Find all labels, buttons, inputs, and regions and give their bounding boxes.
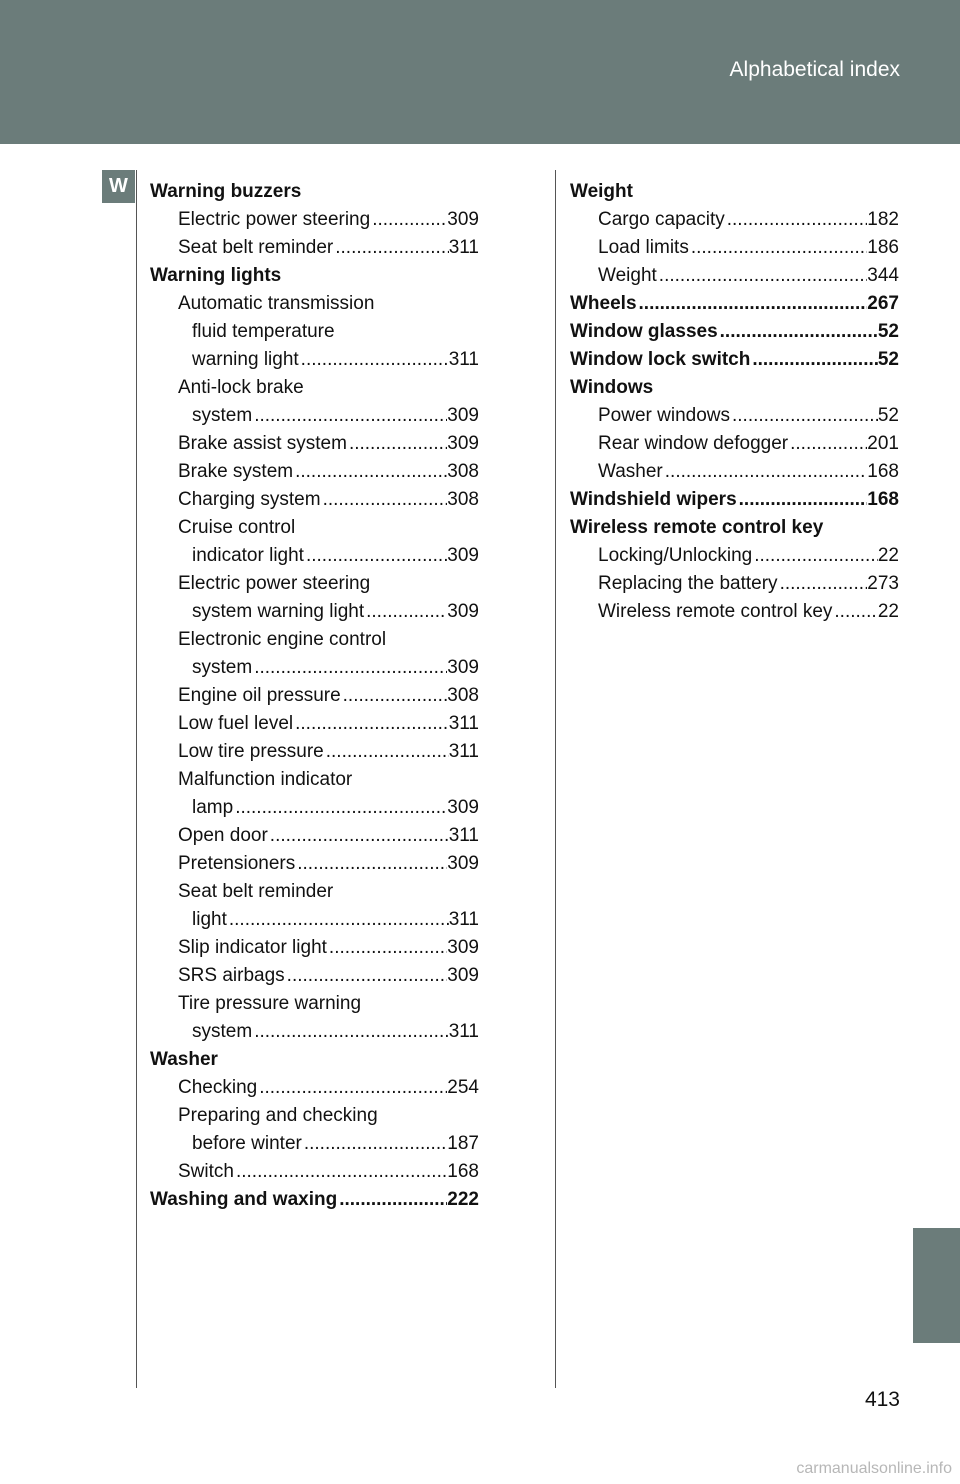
index-entry-term: Anti-lock brake — [178, 377, 304, 398]
index-entry-page: 52 — [877, 321, 899, 342]
index-entry-term: Wireless remote control key — [598, 601, 833, 622]
dot-leader — [252, 402, 447, 430]
index-entry — [150, 934, 479, 962]
dot-leader — [285, 962, 448, 990]
index-entry-page: 309 — [447, 657, 479, 678]
index-entry-term: Washing and waxing — [150, 1189, 338, 1210]
index-entry — [570, 598, 899, 626]
index-entry-page: 168 — [867, 461, 899, 482]
dot-leader — [302, 1130, 447, 1158]
index-entry-term: Weight — [598, 265, 657, 286]
index-entry-term: Window lock switch — [570, 349, 751, 370]
index-entry-term: Cargo capacity — [598, 209, 725, 230]
index-entry-page: 309 — [447, 209, 479, 230]
index-entry-term: Engine oil pressure — [178, 685, 341, 706]
index-entry-term: Washer — [598, 461, 663, 482]
index-entry-page: 309 — [447, 853, 479, 874]
index-entry-term: Switch — [178, 1161, 234, 1182]
index-entry-term: Wireless remote control key — [570, 517, 824, 538]
index-entry — [150, 1046, 479, 1074]
dot-leader — [364, 598, 447, 626]
index-entry-term: Replacing the battery — [598, 573, 778, 594]
index-entry-page: 309 — [447, 937, 479, 958]
index-entry-term: Weight — [570, 181, 633, 202]
index-entry — [150, 1186, 479, 1214]
index-entry-page: 308 — [447, 489, 479, 510]
index-entry-term: Electric power steering — [178, 209, 371, 230]
dot-leader — [299, 346, 449, 374]
index-entry-term: Windows — [570, 377, 654, 398]
index-entry — [570, 430, 899, 458]
dot-leader — [788, 430, 867, 458]
index-entry — [570, 206, 899, 234]
index-entry — [150, 402, 479, 430]
index-entry-page: 186 — [867, 237, 899, 258]
index-entry-page: 308 — [447, 461, 479, 482]
index-entry — [150, 1074, 479, 1102]
index-entry — [150, 906, 479, 934]
index-entry — [570, 374, 899, 402]
index-entry-page: 22 — [877, 545, 899, 566]
index-entry — [570, 542, 899, 570]
header-title: Alphabetical index — [729, 58, 900, 81]
index-entry — [150, 766, 479, 794]
index-entry — [150, 178, 479, 206]
index-entry-term: Cruise control — [178, 517, 296, 538]
index-column-left — [150, 178, 479, 1214]
dot-leader — [252, 1018, 449, 1046]
index-entry — [150, 374, 479, 402]
index-entry-term: Open door — [178, 825, 268, 846]
dot-leader — [321, 486, 448, 514]
index-entry-term: warning light — [192, 349, 299, 370]
index-entry-page: 309 — [447, 797, 479, 818]
index-entry-page: 309 — [447, 433, 479, 454]
index-entry-term: lamp — [192, 797, 234, 818]
index-entry-page: 187 — [447, 1133, 479, 1154]
index-entry — [150, 458, 479, 486]
index-entry — [150, 570, 479, 598]
index-entry — [570, 178, 899, 206]
dot-leader — [730, 402, 878, 430]
index-entry-term: Wheels — [570, 293, 637, 314]
index-entry — [150, 234, 479, 262]
index-entry — [150, 878, 479, 906]
dot-leader — [304, 542, 447, 570]
index-entry-page: 344 — [867, 265, 899, 286]
index-entry-page: 311 — [448, 349, 479, 370]
dot-leader — [832, 598, 877, 626]
index-entry-term: system — [192, 1021, 253, 1042]
dot-leader — [252, 654, 447, 682]
dot-leader — [737, 486, 868, 514]
dot-leader — [341, 682, 448, 710]
dot-leader — [657, 262, 868, 290]
index-entry-term: Low tire pressure — [178, 741, 324, 762]
index-entry-term: Brake system — [178, 461, 294, 482]
index-entry-term: Low fuel level — [178, 713, 294, 734]
index-entry-page: 22 — [877, 601, 899, 622]
chapter-side-tab — [913, 1228, 960, 1343]
index-entry — [150, 290, 479, 318]
index-entry-term: Checking — [178, 1077, 258, 1098]
index-entry-term: Preparing and checking — [178, 1105, 378, 1126]
index-entry — [150, 962, 479, 990]
index-entry-term: Charging system — [178, 489, 321, 510]
dot-leader — [257, 1074, 447, 1102]
index-entry-term: Locking/Unlocking — [598, 545, 753, 566]
dot-leader — [327, 934, 447, 962]
section-letter-tab: W — [102, 170, 135, 203]
dot-leader — [637, 290, 868, 318]
index-entry-page: 168 — [447, 1161, 479, 1182]
index-entry-page: 311 — [448, 237, 479, 258]
index-entry — [150, 738, 479, 766]
index-entry-term: Power windows — [598, 405, 730, 426]
index-entry-term: Seat belt reminder — [178, 881, 334, 902]
index-entry-term: Rear window defogger — [598, 433, 789, 454]
index-entry — [150, 1102, 479, 1130]
index-entry — [150, 682, 479, 710]
index-entry-page: 201 — [867, 433, 899, 454]
index-entry-term: Slip indicator light — [178, 937, 327, 958]
index-entry-term: light — [192, 909, 227, 930]
index-entry-page: 308 — [447, 685, 479, 706]
index-entry — [570, 346, 899, 374]
index-entry — [150, 626, 479, 654]
index-entry — [150, 318, 479, 346]
index-entry-page: 311 — [448, 825, 479, 846]
index-entry-term: system — [192, 405, 253, 426]
index-entry — [150, 850, 479, 878]
index-entry — [570, 458, 899, 486]
index-entry — [570, 262, 899, 290]
dot-leader — [337, 1186, 447, 1214]
index-entry-term: Windshield wipers — [570, 489, 737, 510]
index-entry — [150, 542, 479, 570]
index-entry-term: Malfunction indicator — [178, 769, 353, 790]
center-column-divider — [555, 170, 556, 1388]
index-entry-page: 52 — [877, 405, 899, 426]
index-entry-term: Window glasses — [570, 321, 718, 342]
index-entry — [150, 1018, 479, 1046]
dot-leader — [293, 710, 449, 738]
index-entry — [570, 570, 899, 598]
index-entry-page: 273 — [867, 573, 899, 594]
index-entry — [150, 794, 479, 822]
index-entry-term: system warning light — [192, 601, 365, 622]
index-entry — [150, 822, 479, 850]
index-entry-term: Tire pressure warning — [178, 993, 362, 1014]
dot-leader — [752, 542, 878, 570]
dot-leader — [750, 346, 878, 374]
index-entry — [150, 654, 479, 682]
left-column-divider — [136, 170, 137, 1388]
page-header — [0, 0, 960, 144]
index-entry-term: Electric power steering — [178, 573, 371, 594]
page-number: 413 — [864, 1388, 900, 1411]
dot-leader — [333, 234, 448, 262]
index-entry — [150, 710, 479, 738]
index-entry-term: fluid temperature — [192, 321, 335, 342]
index-entry-term: system — [192, 657, 253, 678]
index-entry-term: before winter — [192, 1133, 302, 1154]
index-entry-term: indicator light — [192, 545, 304, 566]
index-entry — [150, 1158, 479, 1186]
dot-leader — [725, 206, 868, 234]
index-entry — [570, 318, 899, 346]
dot-leader — [663, 458, 868, 486]
index-entry-page: 309 — [447, 965, 479, 986]
index-entry — [150, 598, 479, 626]
index-entry-term: Warning buzzers — [150, 181, 302, 202]
index-entry-page: 309 — [447, 405, 479, 426]
dot-leader — [778, 570, 868, 598]
index-entry — [150, 346, 479, 374]
dot-leader — [347, 430, 447, 458]
index-entry-page: 182 — [867, 209, 899, 230]
index-entry-page: 311 — [448, 1021, 479, 1042]
dot-leader — [268, 822, 449, 850]
index-entry-page: 311 — [448, 741, 479, 762]
index-entry — [570, 290, 899, 318]
dot-leader — [295, 850, 447, 878]
dot-leader — [233, 794, 447, 822]
index-entry-term: Load limits — [598, 237, 689, 258]
index-entry-page: 309 — [447, 601, 479, 622]
index-column-right — [570, 178, 899, 626]
index-entry-page: 222 — [447, 1189, 479, 1210]
index-entry-term: Seat belt reminder — [178, 237, 334, 258]
dot-leader — [227, 906, 449, 934]
index-entry-page: 52 — [877, 349, 899, 370]
index-entry-term: Automatic transmission — [178, 293, 375, 314]
index-entry-term: Washer — [150, 1049, 218, 1070]
index-entry — [150, 262, 479, 290]
index-entry — [150, 990, 479, 1018]
index-entry — [150, 206, 479, 234]
index-entry — [150, 514, 479, 542]
index-entry — [150, 486, 479, 514]
index-entry-page: 267 — [867, 293, 899, 314]
index-entry-page: 254 — [447, 1077, 479, 1098]
index-entry — [570, 486, 899, 514]
dot-leader — [370, 206, 447, 234]
index-entry-term: Pretensioners — [178, 853, 296, 874]
index-entry — [150, 430, 479, 458]
dot-leader — [324, 738, 449, 766]
index-entry — [570, 514, 899, 542]
dot-leader — [234, 1158, 447, 1186]
index-entry — [150, 1130, 479, 1158]
index-entry-page: 311 — [448, 713, 479, 734]
index-entry-term: Electronic engine control — [178, 629, 387, 650]
index-entry-page: 309 — [447, 545, 479, 566]
index-entry-page: 168 — [867, 489, 899, 510]
watermark: carmanualsonline.info — [796, 1460, 952, 1477]
dot-leader — [718, 318, 878, 346]
index-entry-term: SRS airbags — [178, 965, 285, 986]
index-entry — [570, 234, 899, 262]
index-entry-term: Brake assist system — [178, 433, 347, 454]
index-entry-page: 311 — [448, 909, 479, 930]
dot-leader — [293, 458, 447, 486]
index-entry-term: Warning lights — [150, 265, 282, 286]
index-entry — [570, 402, 899, 430]
dot-leader — [689, 234, 867, 262]
